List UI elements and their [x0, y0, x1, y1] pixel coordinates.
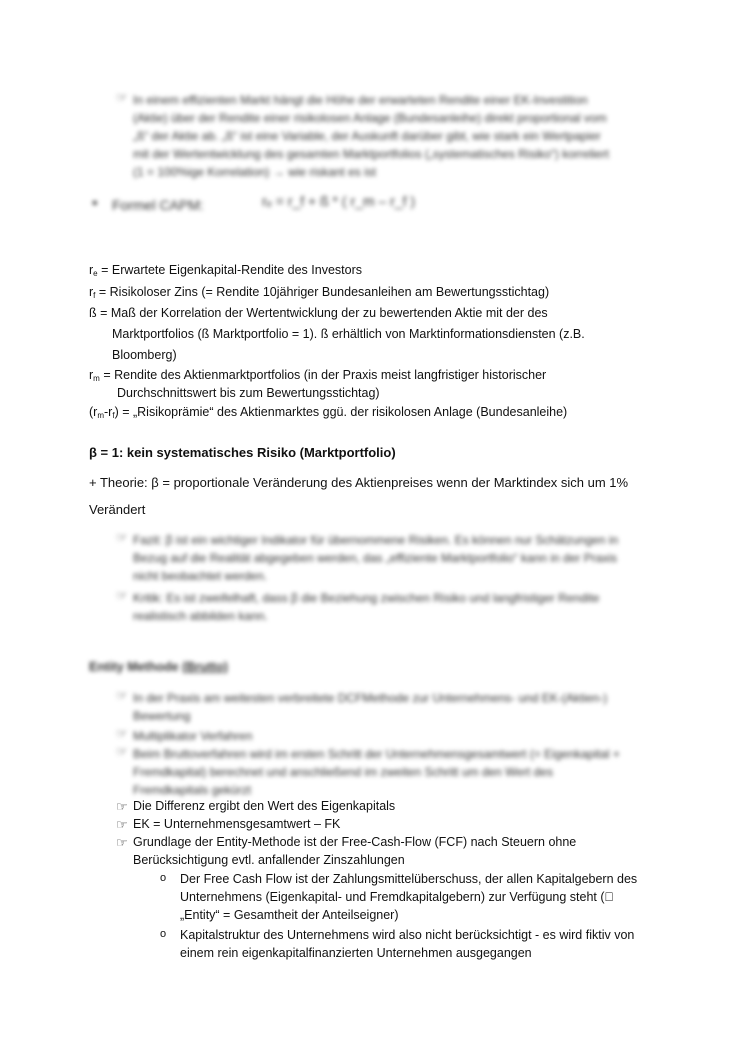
definition-beta-line2: Marktportfolios (ß Marktportfolio = 1). ß erhältlich von Marktinformationsdiensten (z.B.: [112, 327, 585, 341]
kapitalstruktur-line1: Kapitalstruktur des Unternehmens wird also nicht berücksichtigt - es wird fiktiv von: [180, 928, 635, 942]
circle-bullet-icon: o: [160, 872, 167, 884]
entity-heading-text: Entity Methode: [89, 660, 179, 674]
hand-pointer-icon: ☞: [116, 90, 128, 105]
symbol: (r: [89, 405, 98, 419]
hand-pointer-icon: ☞: [116, 530, 128, 545]
hand-pointer-icon: ☞: [116, 817, 128, 832]
hand-pointer-icon: ☞: [116, 835, 128, 850]
symbol: r: [89, 263, 94, 277]
kritik-line: Kritik: Es ist zweifelhaft, dass β die Beziehung zwischen Risiko und langfristiger Rendite: [133, 591, 600, 605]
subscript: m: [93, 374, 100, 383]
circle-bullet-icon: o: [160, 928, 167, 940]
definition-rf: [89, 285, 549, 300]
fcf-line1: Der Free Cash Flow ist der Zahlungsmittelüberschuss, der allen Kapitalgebern des: [180, 872, 638, 886]
kapitalstruktur-line2: einem rein eigenkapitalfinanzierten Unternehmen ausgegangen: [180, 946, 532, 960]
entity-blur-line: Bewertung: [133, 709, 191, 723]
entity-item-grundlage-line1: Grundlage der Entity-Methode ist der Free-Cash-Flow (FCF) nach Steuern ohne: [133, 835, 577, 849]
hand-pointer-icon: ☞: [116, 726, 128, 741]
fcf-line2: Unternehmens (Eigenkapital- und Fremdkapitalgebern) zur Verfügung steht ( : [180, 890, 614, 904]
entity-item-grundlage-line2: Berücksichtigung evtl. anfallender Zinszahlungen: [133, 853, 405, 867]
fcf-line3: „Entity“ = Gesamtheit der Anteilseigner): [180, 908, 399, 922]
intro-line: In einem effizienten Markt hängt die Höhe der erwarteten Rendite einer EK-Investition: [133, 93, 588, 107]
intro-line: (Aktie) über der Rendite einer risikolosen Anlage (Bundesanleihe) direkt proportional vom: [133, 111, 607, 125]
hand-pointer-icon: ☞: [116, 588, 128, 603]
veraendert-line: Verändert: [89, 502, 146, 517]
fazit-line: nicht beobachtet werden.: [133, 569, 268, 583]
formula-label: Formel CAPM:: [112, 197, 204, 213]
definition-re: [89, 263, 362, 278]
intro-line: „ß“ der Aktie ab. „ß“ ist eine Variable, der Auskunft darüber gibt, wie stark ein Wertpapier: [133, 129, 601, 143]
subscript: f: [112, 411, 115, 420]
entity-blur-line: Multiplikator Verfahren: [133, 729, 253, 743]
intro-line: mit der Wertentwicklung des gesamten Marktportfolios („systematisches Risiko“) korreliert: [133, 147, 609, 161]
definition-text: = Risikoloser Zins (= Rendite 10jähriger Bundesanleihen am Bewertungsstichtag): [95, 285, 550, 299]
theorie-line: + Theorie: β = proportionale Veränderung des Aktienpreises wenn der Marktindex sich um 1%: [89, 475, 629, 490]
definition-rm-line2: Durchschnittswert bis zum Bewertungsstichtag): [117, 386, 380, 400]
definition-beta-line1: ß = Maß der Korrelation der Wertentwicklung der zu bewertenden Aktie mit der des: [89, 306, 548, 320]
subscript: e: [93, 269, 98, 278]
entity-blur-line: In der Praxis am weitesten verbreitete DCFMethode zur Unternehmens- und EK-(Aktien-): [133, 691, 608, 705]
fazit-line: Fazit: β ist ein wichtiger Indikator für übernommene Risiken. Es können nur Schätzungen in: [133, 533, 619, 547]
entity-blur-line: Beim Bruttoverfahren wird im ersten Schritt der Unternehmensgesamtwert (= Eigenkapital +: [133, 747, 620, 761]
subscript: m: [97, 411, 104, 420]
definition-text: = Erwartete Eigenkapital-Rendite des Investors: [97, 263, 362, 277]
entity-blur-line: Fremdkapital) berechnet und anschließend im zweiten Schritt um den Wert des: [133, 765, 553, 779]
entity-item-ek-formula: EK = Unternehmensgesamtwert – FK: [133, 817, 341, 831]
definition-beta-line3: Bloomberg): [112, 348, 177, 362]
dot-bullet-icon: •: [92, 195, 98, 212]
formula-expression: rₑ = r_f + ß * ( r_m – r_f ): [262, 193, 416, 209]
entity-heading: [89, 660, 228, 674]
entity-item-differenz: Die Differenz ergibt den Wert des Eigenkapitals: [133, 799, 396, 813]
beta-heading: β = 1: kein systematisches Risiko (Marktportfolio): [89, 445, 396, 460]
hand-pointer-icon: ☞: [116, 799, 128, 814]
definition-risk-premium: [89, 405, 567, 420]
intro-line: (1 = 100%ige Korrelation) → wie riskant es ist: [133, 165, 377, 179]
entity-blur-line: Fremdkapitals gekürzt: [133, 783, 252, 797]
definition-text: ) = „Risikoprämie“ des Aktienmarktes ggü. der risikolosen Anlage (Bundesanleihe): [114, 405, 568, 419]
fazit-line: Bezug auf die Realität abgegeben werden, das „effiziente Marktportfolio“ kann in der Praxis: [133, 551, 618, 565]
symbol: -r: [104, 405, 113, 419]
entity-heading-paren: (Brutto): [182, 660, 228, 674]
definition-rm: [89, 368, 546, 383]
hand-pointer-icon: ☞: [116, 744, 128, 759]
subscript: f: [93, 291, 96, 300]
symbol: r: [89, 368, 94, 382]
definition-text: = Rendite des Aktienmarktportfolios (in der Praxis meist langfristiger historischer: [99, 368, 547, 382]
kritik-line: realistisch abbilden kann.: [133, 609, 268, 623]
symbol: r: [89, 285, 94, 299]
hand-pointer-icon: ☞: [116, 688, 128, 703]
